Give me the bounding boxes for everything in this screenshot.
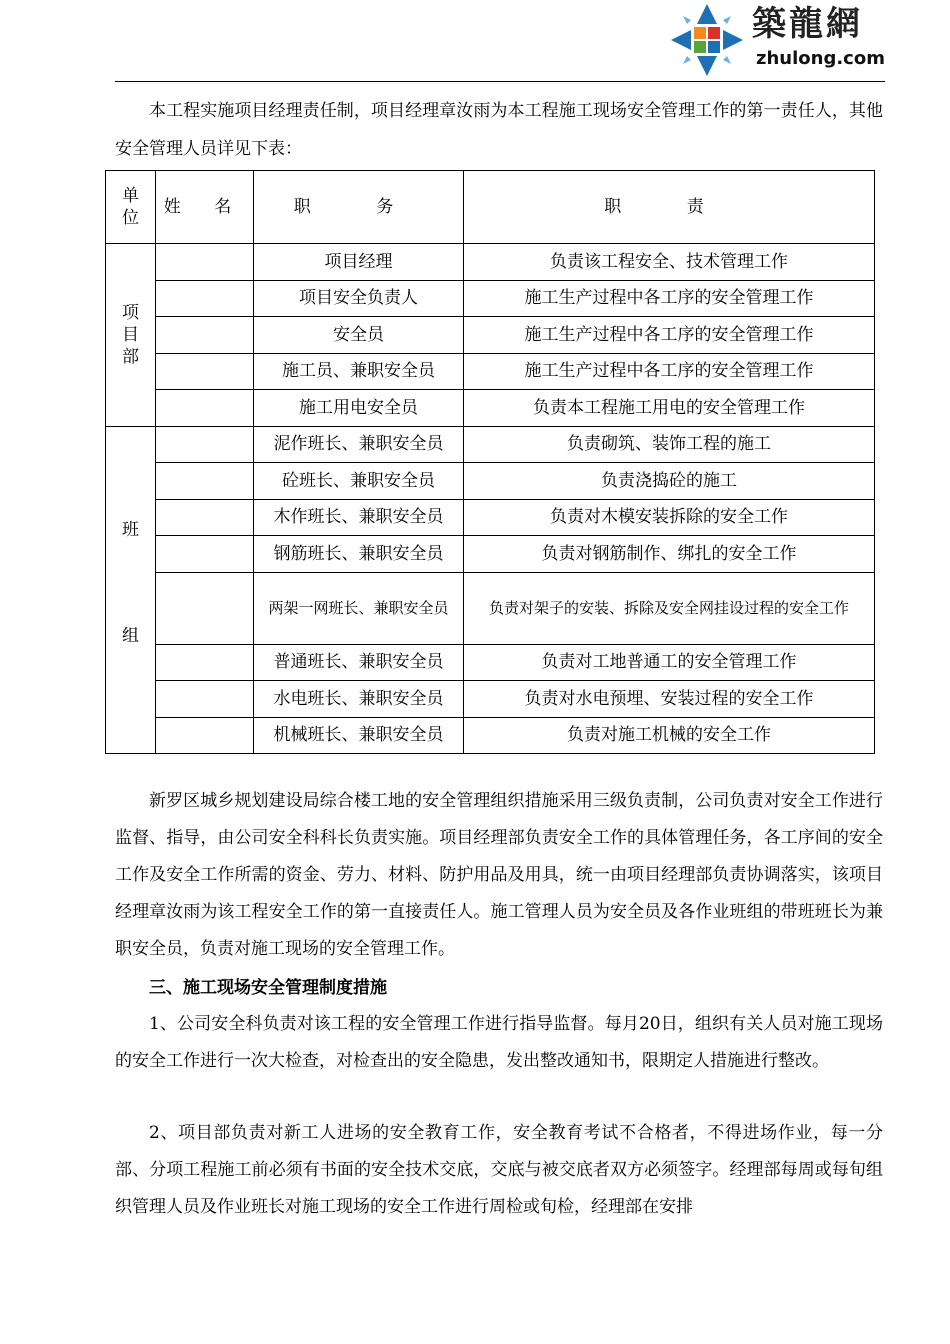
name-cell bbox=[156, 681, 254, 718]
duty-cell: 施工生产过程中各工序的安全管理工作 bbox=[464, 280, 875, 317]
name-cell bbox=[156, 717, 254, 754]
position-cell: 机械班长、兼职安全员 bbox=[254, 717, 464, 754]
position-cell: 泥作班长、兼职安全员 bbox=[254, 426, 464, 463]
name-cell bbox=[156, 390, 254, 427]
safety-staff-table bbox=[105, 170, 875, 754]
unit-char: 组 bbox=[122, 625, 139, 646]
zhulong-logo bbox=[666, 0, 891, 78]
header-unit-char: 位 bbox=[122, 208, 139, 228]
duty-cell: 施工生产过程中各工序的安全管理工作 bbox=[464, 317, 875, 354]
duty-cell: 负责对架子的安装、拆除及安全网挂设过程的安全工作 bbox=[464, 572, 875, 644]
position-cell: 普通班长、兼职安全员 bbox=[254, 644, 464, 681]
header-divider bbox=[115, 81, 885, 82]
duty-cell: 负责对工地普通工的安全管理工作 bbox=[464, 644, 875, 681]
unit-cell-work-team bbox=[106, 426, 156, 754]
position-cell: 施工员、兼职安全员 bbox=[254, 353, 464, 390]
position-cell: 木作班长、兼职安全员 bbox=[254, 499, 464, 536]
name-cell bbox=[156, 499, 254, 536]
measure-paragraph-1: 1、公司安全科负责对该工程的安全管理工作进行指导监督。每月20日，组织有关人员对施工现场的安全工作进行一次大检查，对检查出的安全隐患，发出整改通知书，限期定人措施进行整改。 bbox=[115, 1014, 883, 1071]
name-cell bbox=[156, 426, 254, 463]
table-row bbox=[106, 681, 875, 718]
name-cell bbox=[156, 644, 254, 681]
organization-paragraph: 新罗区城乡规划建设局综合楼工地的安全管理组织措施采用三级负责制，公司负责对安全工作进行监督、指导，由公司安全科科长负责实施。项目经理部负责安全工作的具体管理任务，各工序间的安全工作及安全工作所需的资金、劳力、材料、防护用品及用具，统一由项目经理部负责协调落实，该项目经理章汝雨为该工程安全工作的第一直接责任人。施工管理人员为安全员及各作业班组的带班班长为兼职安全员，负责对施工现场的安全管理工作。 bbox=[115, 791, 883, 959]
position-cell: 水电班长、兼职安全员 bbox=[254, 681, 464, 718]
position-cell: 项目安全负责人 bbox=[254, 280, 464, 317]
duty-cell: 负责对木模安装拆除的安全工作 bbox=[464, 499, 875, 536]
position-cell: 两架一网班长、兼职安全员 bbox=[254, 572, 464, 644]
unit-char: 目 bbox=[122, 324, 139, 345]
duty-cell: 负责对水电预埋、安装过程的安全工作 bbox=[464, 681, 875, 718]
duty-cell: 负责对施工机械的安全工作 bbox=[464, 717, 875, 754]
logo-english-text: zhulong.com bbox=[756, 48, 885, 69]
table-row bbox=[106, 390, 875, 427]
table-row bbox=[106, 317, 875, 354]
name-cell bbox=[156, 244, 254, 281]
header-unit-char: 单 bbox=[122, 186, 139, 206]
intro-paragraph: 本工程实施项目经理责任制，项目经理章汝雨为本工程施工现场安全管理工作的第一责任人，其他安全管理人员详见下表： bbox=[115, 101, 883, 159]
unit-cell-project-dept bbox=[106, 244, 156, 427]
table-row bbox=[106, 353, 875, 390]
table-row bbox=[106, 499, 875, 536]
name-cell bbox=[156, 463, 254, 500]
unit-char: 班 bbox=[122, 519, 139, 540]
duty-cell: 负责砌筑、装饰工程的施工 bbox=[464, 426, 875, 463]
name-cell bbox=[156, 353, 254, 390]
table-row bbox=[106, 280, 875, 317]
header-duty: 职 责 bbox=[464, 171, 875, 244]
table-row bbox=[106, 463, 875, 500]
duty-cell: 施工生产过程中各工序的安全管理工作 bbox=[464, 353, 875, 390]
table-row bbox=[106, 644, 875, 681]
duty-cell: 负责本工程施工用电的安全管理工作 bbox=[464, 390, 875, 427]
table-row bbox=[106, 536, 875, 573]
name-cell bbox=[156, 572, 254, 644]
duty-cell: 负责浇捣砼的施工 bbox=[464, 463, 875, 500]
zhulong-logo-mark-icon bbox=[666, 0, 748, 78]
position-cell: 安全员 bbox=[254, 317, 464, 354]
table-header-row bbox=[106, 171, 875, 244]
measure-paragraph-2: 2、项目部负责对新工人进场的安全教育工作，安全教育考试不合格者，不得进场作业，每一分部、分项工程施工前必须有书面的安全技术交底，交底与被交底者双方必须签字。经理部每周或每旬组织管理人员及作业班长对施工现场的安全工作进行周检或旬检，经理部在安排 bbox=[115, 1123, 883, 1217]
position-cell: 钢筋班长、兼职安全员 bbox=[254, 536, 464, 573]
position-cell: 砼班长、兼职安全员 bbox=[254, 463, 464, 500]
position-cell: 施工用电安全员 bbox=[254, 390, 464, 427]
duty-cell: 负责该工程安全、技术管理工作 bbox=[464, 244, 875, 281]
unit-char: 部 bbox=[122, 346, 139, 367]
name-cell bbox=[156, 280, 254, 317]
table-row bbox=[106, 717, 875, 754]
table-row bbox=[106, 244, 875, 281]
duty-cell: 负责对钢筋制作、绑扎的安全工作 bbox=[464, 536, 875, 573]
header-name: 姓 名 bbox=[156, 171, 254, 244]
section-heading: 三、施工现场安全管理制度措施 bbox=[149, 978, 387, 998]
position-cell: 项目经理 bbox=[254, 244, 464, 281]
name-cell bbox=[156, 317, 254, 354]
logo-chinese-text: 築龍網 bbox=[752, 4, 863, 44]
header-unit bbox=[106, 171, 156, 244]
unit-char: 项 bbox=[122, 302, 139, 323]
table-row bbox=[106, 572, 875, 644]
table-row bbox=[106, 426, 875, 463]
name-cell bbox=[156, 536, 254, 573]
header-position: 职 务 bbox=[254, 171, 464, 244]
